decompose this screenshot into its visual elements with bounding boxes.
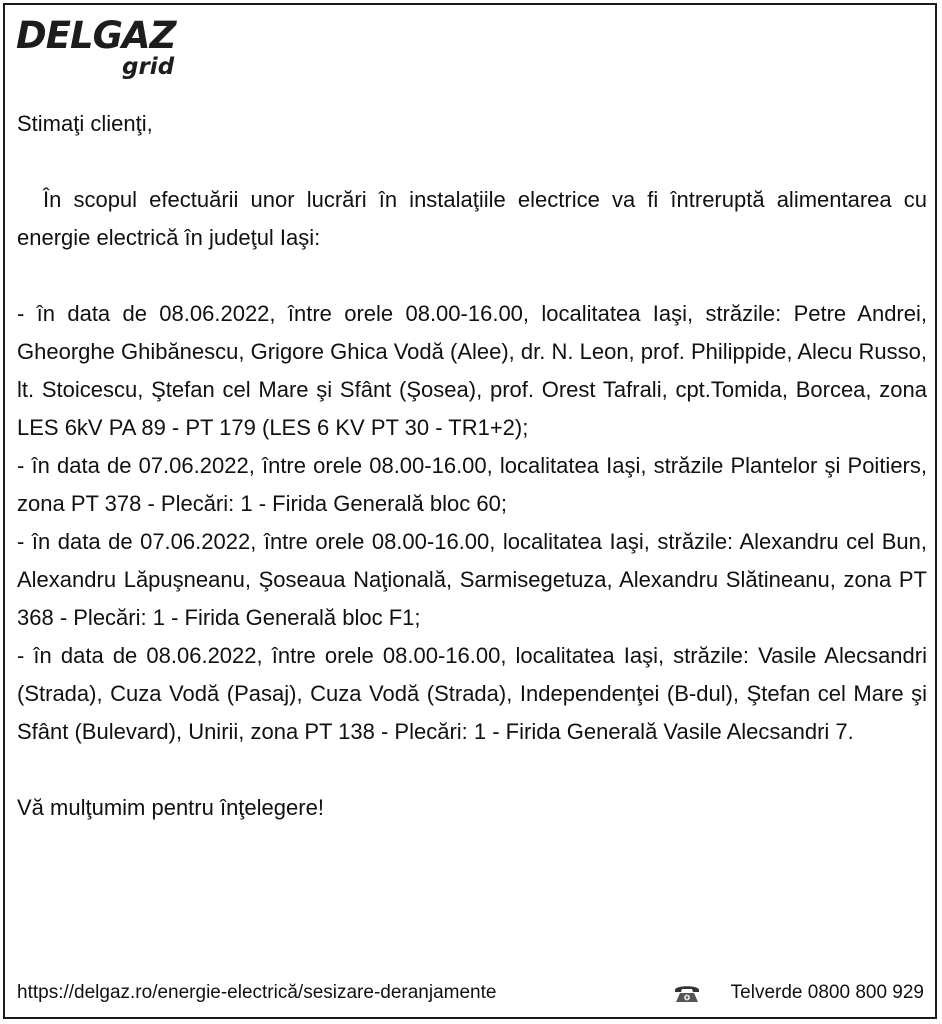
- salutation: Stimaţi clienţi,: [17, 111, 153, 136]
- footer: [17, 978, 924, 1008]
- phone-number[interactable]: Telverde 0800 800 929: [730, 982, 924, 1003]
- outage-item: - în data de 08.06.2022, între orele 08.00-16.00, localitatea Iaşi, străzile: Petre Andrei, Gheorghe Ghibănescu, Grigore Ghica Vodă (Alee), dr. N. Leon, prof. Philippide, Alecu Russo, lt. Stoicescu, Ştefan cel Mare şi Sfânt (Şosea), prof. Orest Tafrali, cpt.Tomida, Borcea, zona LES 6kV PA 89 - PT 179 (LES 6 KV PT 30 - TR1+2);: [17, 301, 927, 440]
- closing-line: Vă mulţumim pentru înţelegere!: [17, 795, 324, 820]
- footer-url-link[interactable]: https://delgaz.ro/energie-electrică/sesizare-deranjamente: [17, 982, 497, 1003]
- outage-item: - în data de 08.06.2022, între orele 08.00-16.00, localitatea Iaşi, străzile: Vasile Alecsandri (Strada), Cuza Vodă (Pasaj), Cuza Vodă (Strada), Independenţei (B-dul), Ştefan cel Mare şi Sfânt (Bulevard), Unirii, zona PT 138 - Plecări: 1 - Firida Generală Vasile Alecsandri 7.: [17, 643, 927, 744]
- logo-sub: grid: [122, 54, 175, 80]
- delgaz-logo: [16, 14, 206, 88]
- logo-brand: DELGAZ: [16, 14, 176, 57]
- intro-paragraph: În scopul efectuării unor lucrări în instalaţiile electrice va fi întreruptă alimentarea cu energie electrică în judeţul Iaşi:: [17, 187, 927, 250]
- footer-phone: [673, 978, 924, 1008]
- telephone-icon: [673, 982, 701, 1004]
- notice-body: [17, 105, 927, 827]
- outage-item: - în data de 07.06.2022, între orele 08.00-16.00, localitatea Iaşi, străzile Plantelor şi Poitiers, zona PT 378 - Plecări: 1 - Firida Generală bloc 60;: [17, 453, 927, 516]
- outage-item: - în data de 07.06.2022, între orele 08.00-16.00, localitatea Iaşi, străzile: Alexandru cel Bun, Alexandru Lăpuşneanu, Şoseaua Naţională, Sarmisegetuza, Alexandru Slătineanu, zona PT 368 - Plecări: 1 - Firida Generală bloc F1;: [17, 529, 927, 630]
